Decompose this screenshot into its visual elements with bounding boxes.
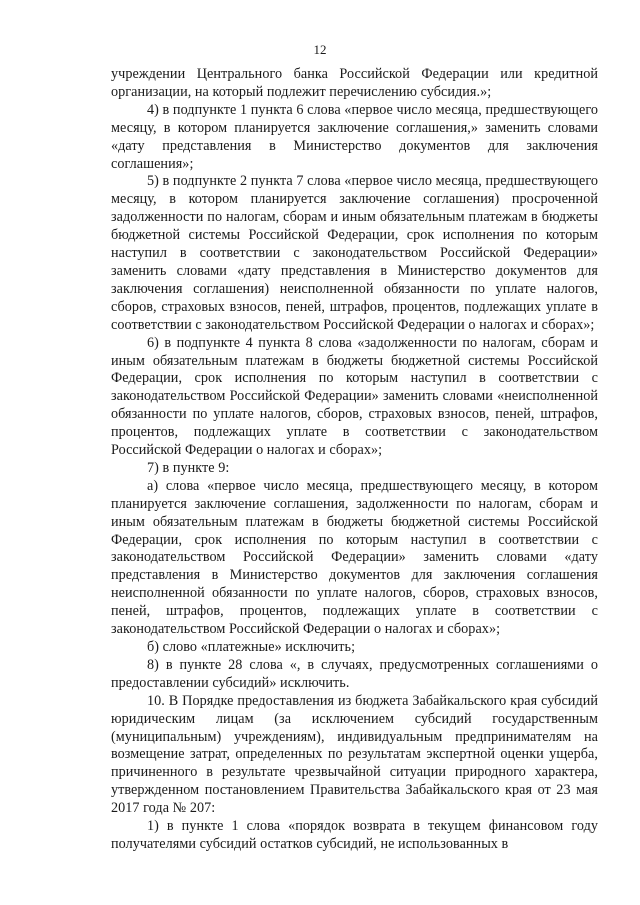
paragraph: а) слова «первое число месяца, предшествующего месяцу, в котором планируется заключение соглашения, задолженности по налогам, сборам и иным обязательным платежам в бюджеты бюджетной системы Российской Федерации, срок исполнения по которым наступил в соответствии с законодательством Российской Федерации» заменить словами «дату представления в Министерство документов для заключения соглашения неисполненной обязанности по уплате налогов, сборов, страховых взносов, пеней, штрафов, процентов, подлежащих уплате в соответствии с законодательством Российской Федерации о налогах и сборах»;	[111, 477, 598, 638]
paragraph: б) слово «платежные» исключить;	[147, 639, 356, 655]
paragraph: учреждении Центрального банка Российской Федерации или кредитной организации, на который подлежит перечислению субсидия.»;	[111, 66, 598, 100]
paragraph: 6) в подпункте 4 пункта 8 слова «задолженности по налогам, сборам и иным обязательным платежам в бюджеты бюджетной системы Российской Федерации, срок исполнения по которым наступил в соответствии с законодательством Российской Федерации» заменить словами «неисполненной обязанности по уплате налогов, сборов, страховых взносов, пеней, штрафов, процентов, подлежащих уплате в соответствии с законодательством Российской Федерации о налогах и сборах»;	[111, 334, 598, 459]
page-number: 12	[313, 42, 327, 57]
paragraph: 7) в пункте 9:	[147, 459, 230, 476]
document-body	[111, 66, 598, 854]
paragraph: 1) в пункте 1 слова «порядок возврата в текущем финансовом году получателями субсидий остатков субсидий, не использованных в	[111, 818, 598, 852]
paragraph: 10. В Порядке предоставления из бюджета Забайкальского края субсидий юридическим лицам (за исключением субсидий государственным (муниципальным) учреждениям), индивидуальным предпринимателям на возмещение затрат, определенных по результатам экспертной оценки ущерба, причиненного в результате чрезвычайной ситуации природного характера, утвержденном постановлением Правительства Забайкальского края от 23 мая 2017 года № 207:	[111, 692, 598, 817]
paragraph: 4) в подпункте 1 пункта 6 слова «первое число месяца, предшествующего месяцу, в котором планируется заключение соглашения,» заменить словами «дату представления в Министерство документов для заключения соглашения»;	[111, 101, 598, 172]
paragraph: 5) в подпункте 2 пункта 7 слова «первое число месяца, предшествующего месяцу, в котором планируется заключение соглашения) просроченной задолженности по налогам, сборам и иным обязательным платежам в бюджеты бюджетной системы Российской Федерации, срок исполнения по которым наступил в соответствии с законодательством Российской Федерации» заменить словами «дату представления в Министерство документов для заключения соглашения) неисполненной обязанности по уплате налогов, сборов, страховых взносов, пеней, штрафов, процентов, подлежащих уплате в соответствии с законодательством Российской Федерации о налогах и сборах»;	[111, 173, 598, 333]
paragraph: 8) в пункте 28 слова «, в случаях, предусмотренных соглашениями о предоставлении субсидий» исключить.	[111, 656, 598, 691]
